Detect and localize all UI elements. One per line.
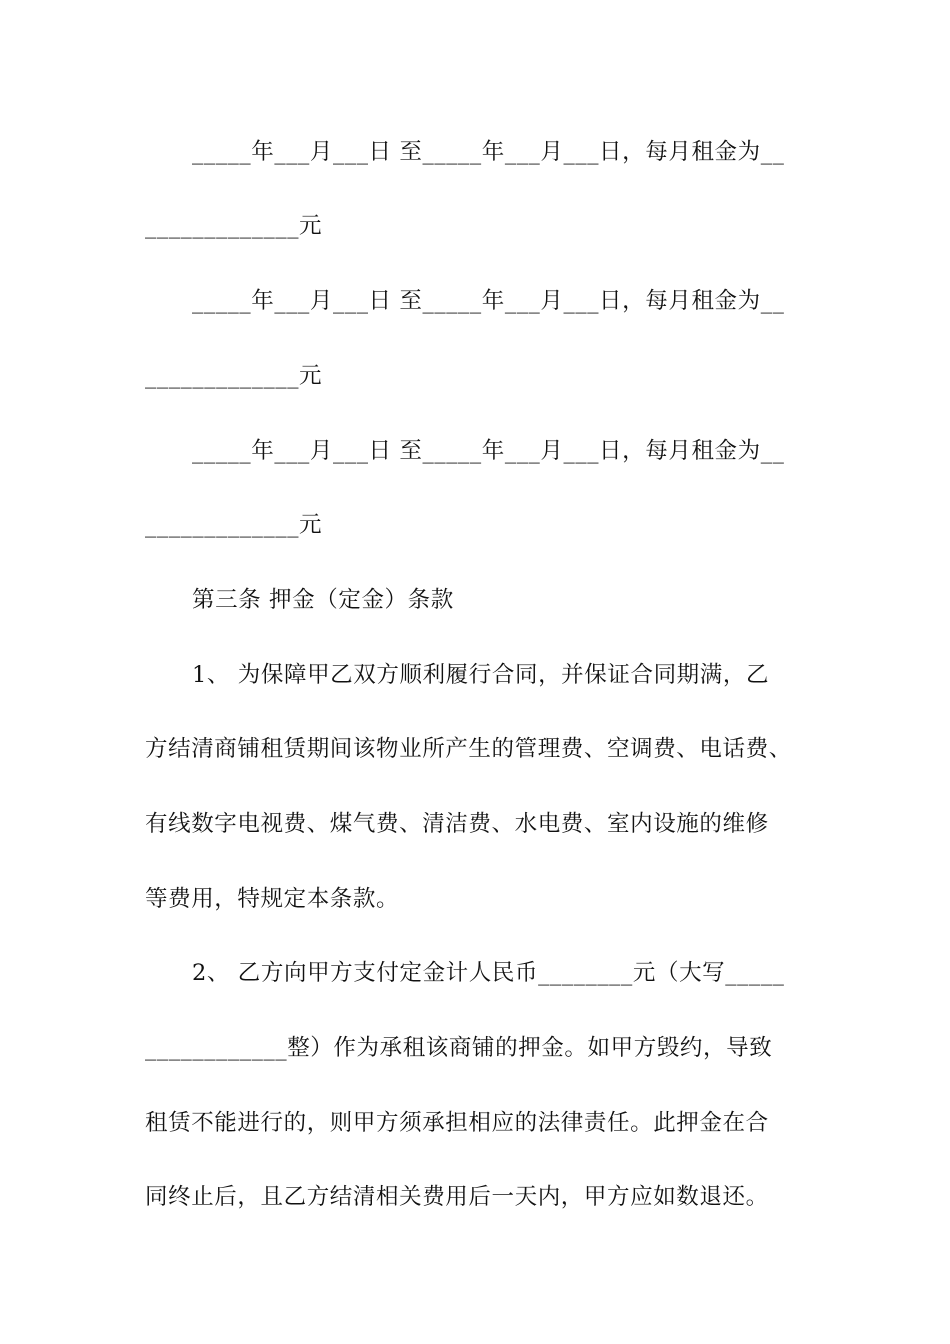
clause-1-line-2: 方结清商铺租赁期间该物业所产生的管理费、空调费、电话费、: [145, 736, 792, 762]
rent-period-line-1: _____年___月___日 至_____年___月___日，每月租金为__: [192, 139, 785, 165]
clause-2-line-2: ____________整）作为承租该商铺的押金。如甲方毁约，导致: [145, 1035, 773, 1061]
rent-period-line-3: _____年___月___日 至_____年___月___日，每月租金为__: [192, 438, 785, 464]
clause-1-line-4: 等费用，特规定本条款。: [145, 886, 400, 912]
clause-2-line-3: 租赁不能进行的，则甲方须承担相应的法律责任。此押金在合: [145, 1110, 769, 1136]
section-heading: 第三条 押金（定金）条款: [192, 587, 454, 613]
clause-1-line-1: 1、 为保障甲乙双方顺利履行合同，并保证合同期满，乙: [192, 662, 770, 688]
clause-2-line-1: 2、 乙方向甲方支付定金计人民币________元（大写_____: [192, 960, 785, 986]
rent-amount-line-2: _____________元: [145, 363, 323, 389]
clause-1-line-3: 有线数字电视费、煤气费、清洁费、水电费、室内设施的维修: [145, 811, 769, 837]
rent-amount-line-3: _____________元: [145, 512, 323, 538]
rent-period-line-2: _____年___月___日 至_____年___月___日，每月租金为__: [192, 288, 785, 314]
rent-amount-line-1: _____________元: [145, 213, 323, 239]
clause-2-line-4: 同终止后，且乙方结清相关费用后一天内，甲方应如数退还。: [145, 1184, 769, 1210]
